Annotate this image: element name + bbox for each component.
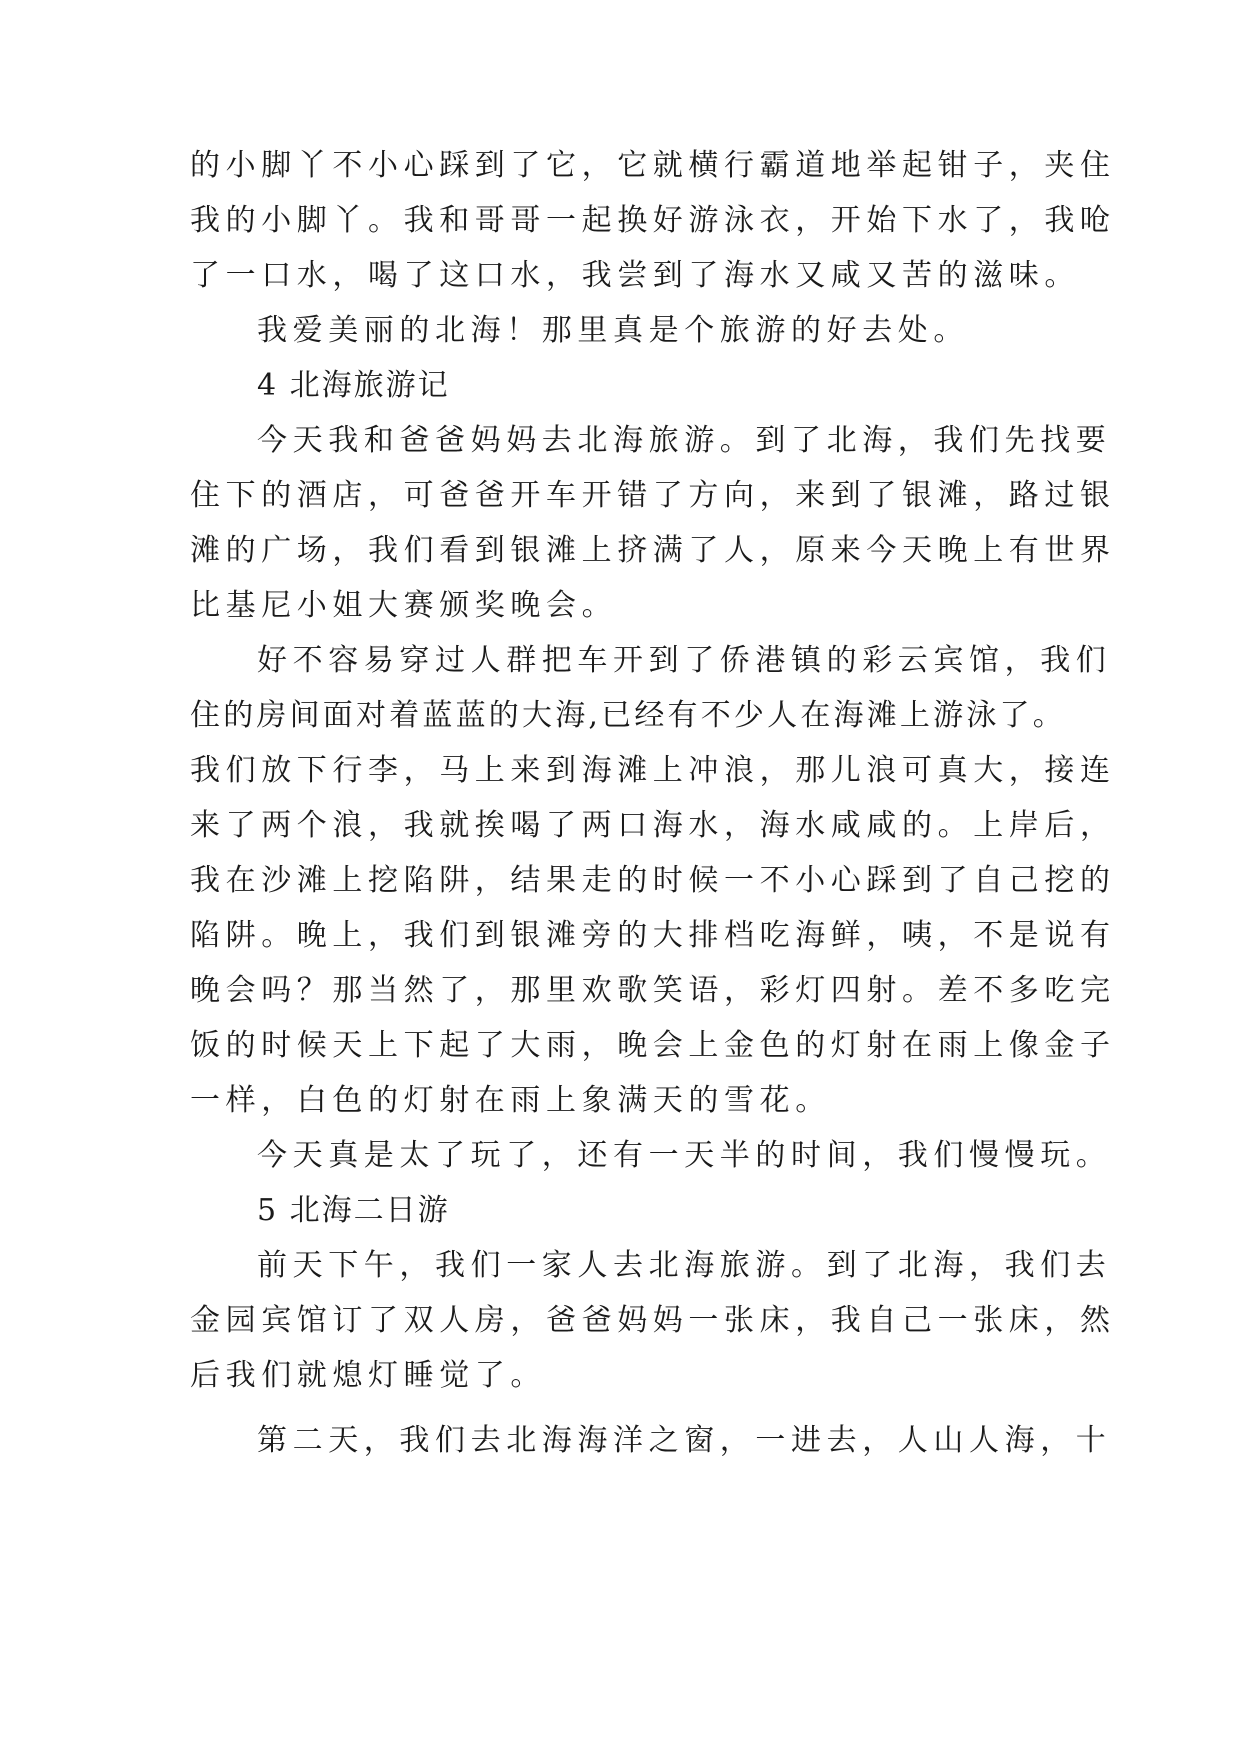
text-line: 比基尼小姐大赛颁奖晚会。 (190, 588, 618, 623)
text-line: 我们放下行李，马上来到海滩上冲浪，那儿浪可真大，接连 (190, 753, 1116, 788)
section-heading: 4 北海旅游记 (257, 368, 450, 403)
paragraph-first-line: 今天我和爸爸妈妈去北海旅游。到了北海，我们先找要 (257, 423, 1112, 458)
text-line: 后我们就熄灯睡觉了。 (190, 1358, 546, 1393)
section-heading: 5 北海二日游 (257, 1193, 450, 1228)
text-line: 滩的广场，我们看到银滩上挤满了人，原来今天晚上有世界 (190, 533, 1116, 568)
text-line: 陷阱。晚上，我们到银滩旁的大排档吃海鲜，咦，不是说有 (190, 918, 1116, 953)
text-line: 金园宾馆订了双人房，爸爸妈妈一张床，我自己一张床，然 (190, 1303, 1116, 1338)
text-line: 一样，白色的灯射在雨上象满天的雪花。 (190, 1083, 831, 1118)
text-line: 住的房间面对着蓝蓝的大海,已经有不少人在海滩上游泳了。 (190, 698, 1066, 733)
paragraph-first-line: 好不容易穿过人群把车开到了侨港镇的彩云宾馆，我们 (257, 643, 1112, 678)
paragraph-first-line: 我爱美丽的北海！那里真是个旅游的好去处。 (257, 313, 969, 348)
text-line: 住下的酒店，可爸爸开车开错了方向，来到了银滩，路过银 (190, 478, 1116, 513)
text-line: 来了两个浪，我就挨喝了两口海水，海水咸咸的。上岸后， (190, 808, 1116, 843)
text-line: 我的小脚丫。我和哥哥一起换好游泳衣，开始下水了，我呛 (190, 203, 1116, 238)
text-line: 了一口水，喝了这口水，我尝到了海水又咸又苦的滋味。 (190, 258, 1080, 293)
paragraph-first-line: 今天真是太了玩了，还有一天半的时间，我们慢慢玩。 (257, 1138, 1112, 1173)
text-line: 晚会吗？那当然了，那里欢歌笑语，彩灯四射。差不多吃完 (190, 973, 1116, 1008)
text-line: 饭的时候天上下起了大雨，晚会上金色的灯射在雨上像金子 (190, 1028, 1116, 1063)
text-line: 我在沙滩上挖陷阱，结果走的时候一不小心踩到了自己挖的 (190, 863, 1116, 898)
paragraph-first-line: 第二天，我们去北海海洋之窗，一进去，人山人海，十 (257, 1423, 1112, 1458)
paragraph-first-line: 前天下午，我们一家人去北海旅游。到了北海，我们去 (257, 1248, 1112, 1283)
text-line: 的小脚丫不小心踩到了它，它就横行霸道地举起钳子，夹住 (190, 148, 1116, 183)
